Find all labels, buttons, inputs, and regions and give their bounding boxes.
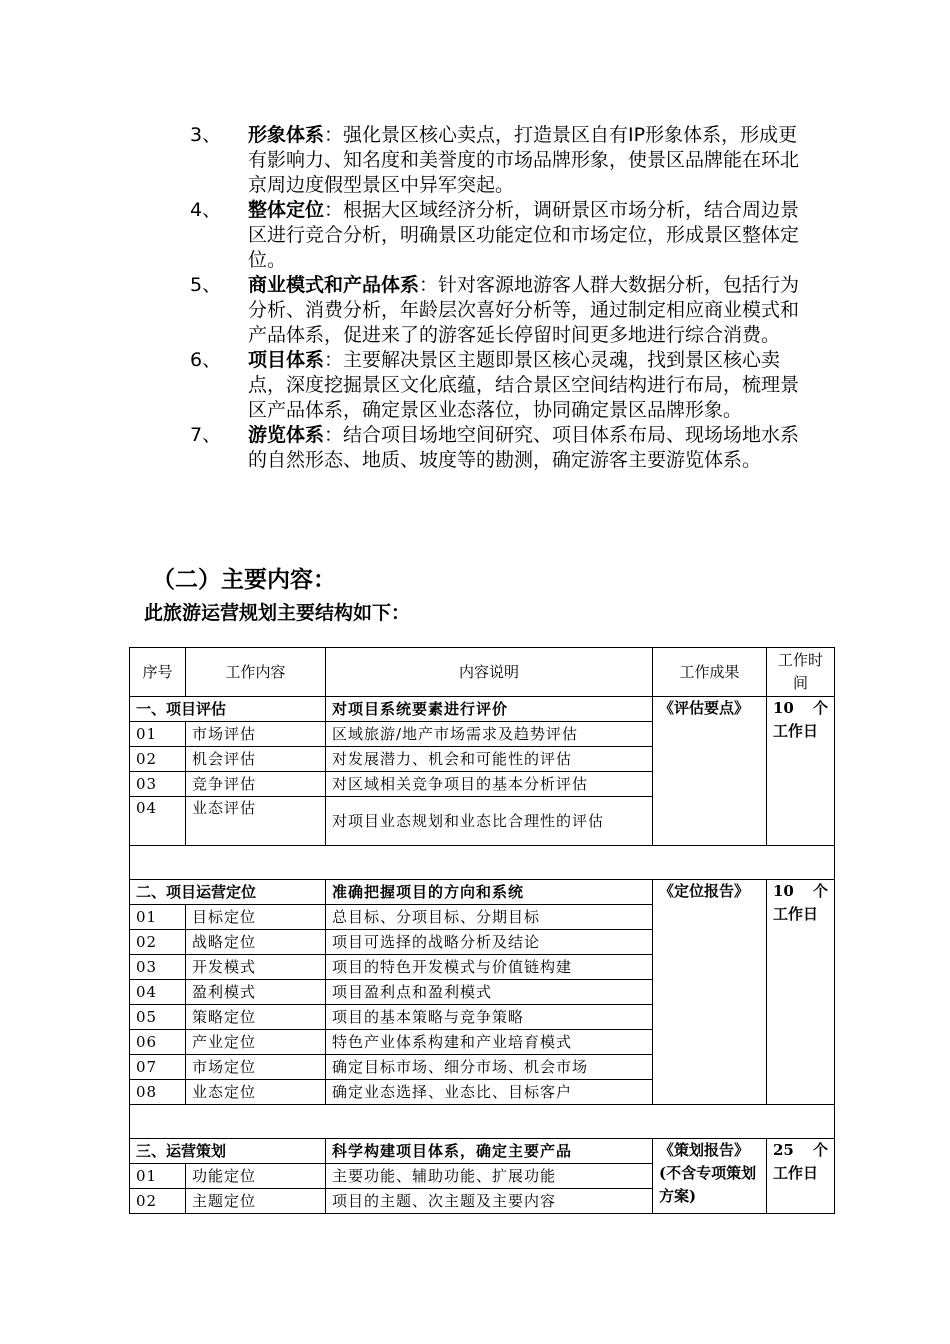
section-summary: 科学构建项目体系，确定主要产品 [326, 1139, 653, 1164]
header-no: 序号 [130, 648, 186, 697]
spacer-row [130, 846, 835, 880]
row-no: 02 [130, 930, 186, 955]
row-item: 机会评估 [186, 747, 326, 772]
list-item [186, 198, 816, 273]
list-term: 商业模式和产品体系 [248, 274, 420, 296]
row-desc: 总目标、分项目标、分期目标 [326, 905, 653, 930]
row-item: 竞争评估 [186, 772, 326, 797]
row-desc: 项目盈利点和盈利模式 [326, 980, 653, 1005]
row-no: 02 [130, 747, 186, 772]
row-item: 盈利模式 [186, 980, 326, 1005]
section-time: 25 个工作日 [767, 1139, 835, 1214]
header-time: 工作时间 [767, 648, 835, 697]
header-desc: 内容说明 [326, 648, 653, 697]
spacer-row [130, 1105, 835, 1139]
row-no: 01 [130, 905, 186, 930]
row-item: 开发模式 [186, 955, 326, 980]
row-desc: 区域旅游/地产市场需求及趋势评估 [326, 722, 653, 747]
row-item: 目标定位 [186, 905, 326, 930]
row-desc: 对发展潜力、机会和可能性的评估 [326, 747, 653, 772]
section-heading: （二）主要内容： [152, 567, 336, 593]
row-no: 08 [130, 1080, 186, 1105]
list-text: ：结合项目场地空间研究、项目体系布局、现场场地水系的自然形态、地质、坡度等的勘测，确定游客主要游览体系。 [248, 424, 800, 471]
row-desc: 项目的主题、次主题及主要内容 [326, 1189, 653, 1214]
spacer-cell [130, 1105, 835, 1139]
list-item [186, 423, 816, 473]
row-desc: 主要功能、辅助功能、扩展功能 [326, 1164, 653, 1189]
row-desc: 对区域相关竞争项目的基本分析评估 [326, 772, 653, 797]
table-header-row [130, 648, 835, 697]
list-number: 5、 [190, 274, 222, 296]
list-text: ：针对客源地游客人群大数据分析，包括行为分析、消费分析，年龄层次喜好分析等，通过制定相应商业模式和产品体系，促进来了的游客延长停留时间更多地进行综合消费。 [248, 274, 800, 346]
row-no: 07 [130, 1055, 186, 1080]
row-desc: 确定业态选择、业态比、目标客户 [326, 1080, 653, 1105]
list-number: 6、 [190, 349, 222, 371]
list-term: 游览体系 [248, 424, 325, 446]
row-desc: 确定目标市场、细分市场、机会市场 [326, 1055, 653, 1080]
row-desc: 项目的特色开发模式与价值链构建 [326, 955, 653, 980]
list-text: ：根据大区域经济分析，调研景区市场分析，结合周边景区进行竞合分析，明确景区功能定位和市场定位，形成景区整体定位。 [248, 199, 800, 271]
row-desc: 对项目业态规划和业态比合理性的评估 [326, 797, 653, 846]
header-item: 工作内容 [186, 648, 326, 697]
structure-table [129, 647, 835, 1214]
row-item: 产业定位 [186, 1030, 326, 1055]
list-term: 项目体系 [248, 349, 325, 371]
section-time: 10 个工作日 [767, 697, 835, 846]
list-number: 7、 [190, 424, 222, 446]
list-term: 整体定位 [248, 199, 325, 221]
header-result: 工作成果 [653, 648, 767, 697]
row-no: 02 [130, 1189, 186, 1214]
section-summary: 准确把握项目的方向和系统 [326, 880, 653, 905]
row-item: 策略定位 [186, 1005, 326, 1030]
row-no: 05 [130, 1005, 186, 1030]
section-title: 三、运营策划 [130, 1139, 326, 1164]
row-no: 03 [130, 772, 186, 797]
row-item: 市场定位 [186, 1055, 326, 1080]
row-item: 主题定位 [186, 1189, 326, 1214]
numbered-list [186, 123, 816, 473]
section-result: 《评估要点》 [653, 697, 767, 846]
row-item: 业态评估 [186, 797, 326, 846]
row-desc: 特色产业体系构建和产业培育模式 [326, 1030, 653, 1055]
section-summary: 对项目系统要素进行评价 [326, 697, 653, 722]
row-item: 功能定位 [186, 1164, 326, 1189]
list-item [186, 348, 816, 423]
row-desc: 项目的基本策略与竞争策略 [326, 1005, 653, 1030]
section-row [130, 1139, 835, 1164]
row-no: 04 [130, 797, 186, 846]
row-no: 04 [130, 980, 186, 1005]
list-item [186, 123, 816, 198]
section-result: 《策划报告》(不含专项策划方案) [653, 1139, 767, 1214]
list-term: 形象体系 [248, 124, 325, 146]
row-item: 市场评估 [186, 722, 326, 747]
list-text: ：强化景区核心卖点，打造景区自有IP形象体系，形成更有影响力、知名度和美誉度的市场品牌形象，使景区品牌能在环北京周边度假型景区中异军突起。 [248, 124, 800, 196]
intro-text: 此旅游运营规划主要结构如下： [144, 602, 411, 624]
section-title: 二、项目运营定位 [130, 880, 326, 905]
section-time: 10 个工作日 [767, 880, 835, 1105]
row-item: 业态定位 [186, 1080, 326, 1105]
list-text: ：主要解决景区主题即景区核心灵魂，找到景区核心卖点，深度挖掘景区文化底蕴，结合景区空间结构进行布局，梳理景区产品体系，确定景区业态落位，协同确定景区品牌形象。 [248, 349, 800, 421]
list-number: 4、 [190, 199, 222, 221]
spacer-cell [130, 846, 835, 880]
row-no: 01 [130, 722, 186, 747]
section-title: 一、项目评估 [130, 697, 326, 722]
section-row [130, 880, 835, 905]
row-no: 06 [130, 1030, 186, 1055]
section-result: 《定位报告》 [653, 880, 767, 1105]
row-item: 战略定位 [186, 930, 326, 955]
row-desc: 项目可选择的战略分析及结论 [326, 930, 653, 955]
section-row [130, 697, 835, 722]
row-no: 03 [130, 955, 186, 980]
row-no: 01 [130, 1164, 186, 1189]
list-number: 3、 [190, 124, 222, 146]
list-item [186, 273, 816, 348]
